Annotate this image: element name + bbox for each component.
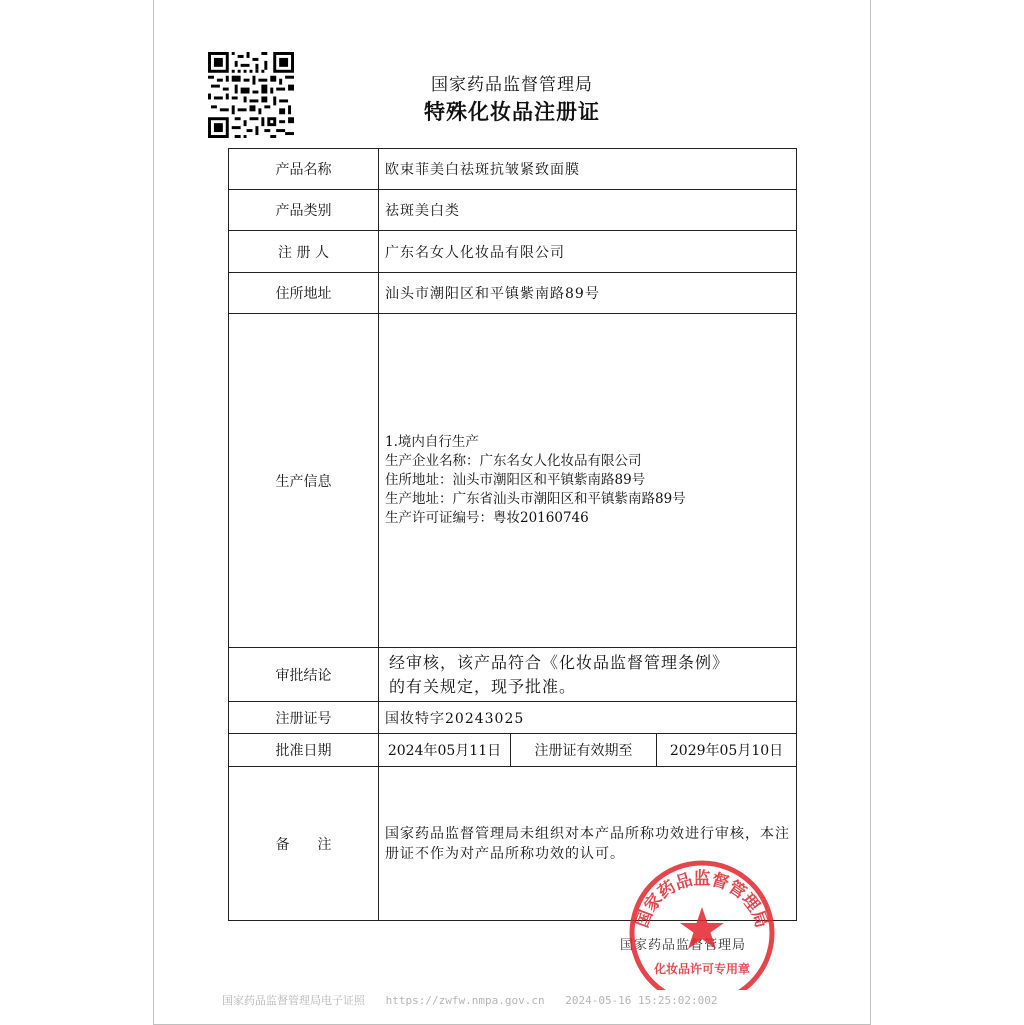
value-approval-date: 2024年05月11日	[379, 734, 511, 767]
label-production: 生产信息	[229, 314, 379, 648]
row-reg-no	[229, 702, 797, 734]
label-registrant: 注 册 人	[229, 231, 379, 273]
value-product-name: 欧束菲美白祛斑抗皱紧致面膜	[379, 149, 797, 190]
value-remarks: 国家药品监督管理局未组织对本产品所称功效进行审核，本注册证不作为对产品所称功效的认可。	[379, 767, 797, 921]
production-line: 生产地址：广东省汕头市潮阳区和平镇紫南路89号	[385, 491, 686, 507]
official-seal	[622, 855, 782, 990]
registration-table	[228, 148, 797, 921]
value-reg-no: 国妆特字20243025	[379, 702, 797, 734]
row-production	[229, 314, 797, 648]
value-address: 汕头市潮阳区和平镇紫南路89号	[379, 273, 797, 314]
label-approval-date: 批准日期	[229, 734, 379, 767]
production-line: 1.境内自行生产	[385, 434, 479, 450]
seal-bottom-text: 化妆品许可专用章	[653, 962, 751, 976]
conclusion-line: 的有关规定，现予批准。	[389, 676, 577, 696]
row-approval	[229, 734, 797, 767]
conclusion-line: 经审核，该产品符合《化妆品监督管理条例》	[389, 652, 730, 672]
production-line: 住所地址：汕头市潮阳区和平镇紫南路89号	[385, 472, 646, 488]
row-registrant	[229, 231, 797, 273]
value-conclusion	[379, 648, 797, 702]
label-valid-until: 注册证有效期至	[511, 734, 657, 767]
seal-top-text: 国家药品监督管理局	[632, 869, 772, 931]
production-line: 生产许可证编号：粤妆20160746	[385, 510, 589, 526]
row-product-category	[229, 190, 797, 231]
issuer-name: 国家药品监督管理局	[620, 938, 747, 953]
value-production	[379, 314, 797, 648]
label-conclusion: 审批结论	[229, 648, 379, 702]
production-line: 生产企业名称：广东名女人化妆品有限公司	[385, 453, 642, 469]
row-conclusion	[229, 648, 797, 702]
footer-url[interactable]: https://zwfw.nmpa.gov.cn	[385, 994, 545, 1007]
footer-certificate-label: 国家药品监督管理局电子证照	[222, 994, 365, 1007]
value-product-category: 祛斑美白类	[379, 190, 797, 231]
footer-timestamp: 2024-05-16 15:25:02:002	[565, 994, 718, 1007]
row-product-name	[229, 149, 797, 190]
document-title: 特殊化妆品注册证	[424, 100, 600, 124]
footer	[222, 992, 732, 1008]
label-product-name: 产品名称	[229, 149, 379, 190]
agency-name: 国家药品监督管理局	[431, 75, 593, 95]
label-product-category: 产品类别	[229, 190, 379, 231]
label-address: 住所地址	[229, 273, 379, 314]
row-address	[229, 273, 797, 314]
label-reg-no: 注册证号	[229, 702, 379, 734]
value-valid-until: 2029年05月10日	[657, 734, 797, 767]
label-remarks: 备 注	[229, 767, 379, 921]
value-registrant: 广东名女人化妆品有限公司	[379, 231, 797, 273]
